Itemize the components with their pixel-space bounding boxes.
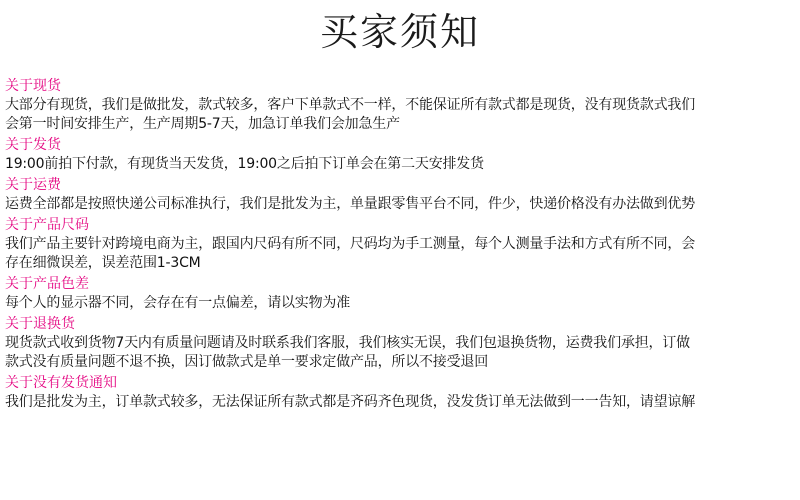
body-line: 我们产品主要针对跨境电商为主，跟国内尺码有所不同，尺码均为手工测量，每个人测量手法和方式有所不同，会 (5, 236, 695, 252)
section-body (5, 155, 797, 174)
section-heading: 关于发货 (5, 137, 61, 153)
section-no-shipping-notice (5, 374, 797, 412)
body-line: 大部分有现货，我们是做批发，款式较多，客户下单款式不一样，不能保证所有款式都是现货，没有现货款式我们 (5, 97, 695, 113)
section-body (5, 334, 797, 372)
section-heading: 关于产品尺码 (5, 217, 89, 233)
page-title: 买家须知 (319, 10, 480, 54)
section-heading: 关于退换货 (5, 316, 75, 332)
body-line: 会第一时间安排生产，生产周期5-7天，加急订单我们会加急生产 (5, 116, 400, 132)
section-heading: 关于运费 (5, 177, 61, 193)
section-body (5, 235, 797, 273)
section-heading: 关于没有发货通知 (5, 375, 117, 391)
section-sizing (5, 216, 797, 273)
body-line: 款式没有质量问题不退不换，因订做款式是单一要求定做产品，所以不接受退回 (5, 354, 488, 370)
section-shipping (5, 136, 797, 174)
section-body (5, 96, 797, 134)
section-heading: 关于产品色差 (5, 276, 89, 292)
body-line: 我们是批发为主，订单款式较多，无法保证所有款式都是齐码齐色现货，没发货订单无法做到一一告知，请望谅解 (5, 394, 695, 410)
section-body (5, 195, 797, 214)
section-body (5, 393, 797, 412)
section-freight (5, 176, 797, 214)
section-color-difference (5, 275, 797, 313)
section-heading: 关于现货 (5, 78, 61, 94)
body-line: 存在细微误差，误差范围1-3CM (5, 255, 201, 271)
section-body (5, 294, 797, 313)
section-returns (5, 315, 797, 372)
body-line: 运费全部都是按照快递公司标准执行，我们是批发为主，单量跟零售平台不同，件少，快递价格没有办法做到优势 (5, 196, 695, 212)
notice-sections (5, 77, 797, 412)
body-line: 19:00前拍下付款，有现货当天发货，19:00之后拍下订单会在第二天安排发货 (5, 156, 484, 172)
body-line: 每个人的显示器不同，会存在有一点偏差，请以实物为准 (5, 295, 350, 311)
body-line: 现货款式收到货物7天内有质量问题请及时联系我们客服，我们核实无误，我们包退换货物，运费我们承担，订做 (5, 335, 690, 351)
section-stock (5, 77, 797, 134)
